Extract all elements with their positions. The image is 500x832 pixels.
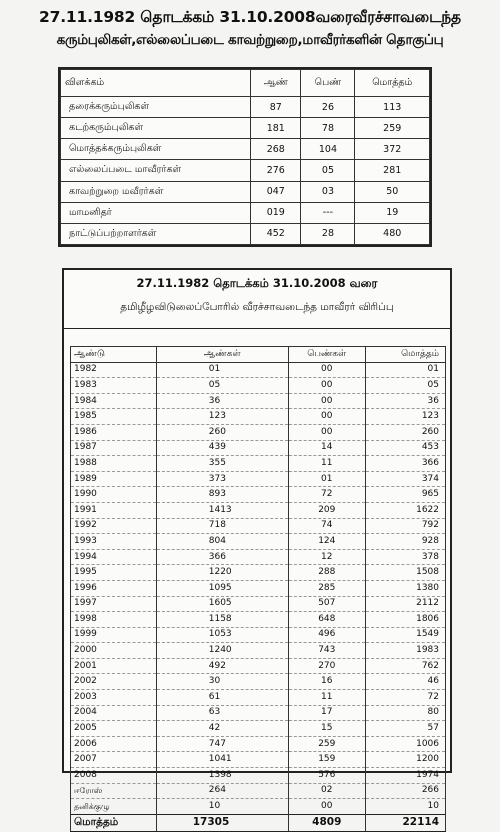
count-cell: 72 — [288, 487, 365, 503]
row-label: கடற்கரும்புலிகள் — [61, 118, 251, 139]
count-cell: 63 — [156, 705, 288, 721]
yearly-table-row — [71, 393, 446, 409]
count-cell: 804 — [156, 534, 288, 550]
count-cell: 36 — [365, 393, 445, 409]
yearly-table-row — [71, 736, 446, 752]
count-cell: 747 — [156, 736, 288, 752]
count-cell: 11 — [288, 456, 365, 472]
row-value: 104 — [301, 139, 355, 160]
summary-table-row — [61, 97, 430, 118]
summary-table-row — [61, 118, 430, 139]
year-cell: 2007 — [71, 752, 157, 768]
year-cell: 2002 — [71, 674, 157, 690]
year-cell: 2001 — [71, 658, 157, 674]
total-label: மொத்தம் — [71, 814, 157, 831]
yearly-table-row — [71, 502, 446, 518]
total-value: 4809 — [288, 814, 365, 831]
count-cell: 718 — [156, 518, 288, 534]
summary-table-header-row — [61, 70, 430, 97]
summary-header-cell: மொத்தம் — [355, 70, 430, 97]
count-cell: 492 — [156, 658, 288, 674]
count-cell: 124 — [288, 534, 365, 550]
year-cell: 2006 — [71, 736, 157, 752]
year-cell: 2005 — [71, 721, 157, 737]
row-value: 03 — [301, 181, 355, 202]
count-cell: 10 — [365, 799, 445, 815]
count-cell: 965 — [365, 487, 445, 503]
row-value: 452 — [251, 223, 301, 244]
yearly-table-row — [71, 752, 446, 768]
summary-table-row — [61, 181, 430, 202]
year-cell: 1999 — [71, 627, 157, 643]
yearly-table-row — [71, 705, 446, 721]
year-cell: 1993 — [71, 534, 157, 550]
row-value: 181 — [251, 118, 301, 139]
row-value: --- — [301, 202, 355, 223]
summary-header-cell: விளக்கம் — [61, 70, 251, 97]
yearly-table-row — [71, 565, 446, 581]
total-value: 22114 — [365, 814, 445, 831]
row-value: 372 — [355, 139, 430, 160]
count-cell: 266 — [365, 783, 445, 799]
yearly-table-row — [71, 658, 446, 674]
count-cell: 792 — [365, 518, 445, 534]
yearly-header-cell: மொத்தம் — [365, 347, 445, 363]
yearly-table-frame — [62, 268, 452, 829]
count-cell: 15 — [288, 721, 365, 737]
row-value: 113 — [355, 97, 430, 118]
year-cell: 1982 — [71, 362, 157, 378]
row-value: 26 — [301, 97, 355, 118]
count-cell: 17 — [288, 705, 365, 721]
summary-table-row — [61, 139, 430, 160]
year-cell: 1994 — [71, 549, 157, 565]
count-cell: 1806 — [365, 612, 445, 628]
count-cell: 05 — [156, 378, 288, 394]
summary-table — [60, 69, 430, 245]
yearly-table-row — [71, 799, 446, 815]
count-cell: 259 — [288, 736, 365, 752]
yearly-table — [70, 346, 446, 832]
total-value: 17305 — [156, 814, 288, 831]
year-cell: 1990 — [71, 487, 157, 503]
yearly-table-row — [71, 596, 446, 612]
row-value: 05 — [301, 160, 355, 181]
yearly-table-row — [71, 409, 446, 425]
count-cell: 159 — [288, 752, 365, 768]
count-cell: 12 — [288, 549, 365, 565]
yearly-table-row — [71, 518, 446, 534]
year-cell: 1988 — [71, 456, 157, 472]
count-cell: 1508 — [365, 565, 445, 581]
yearly-table-row — [71, 612, 446, 628]
count-cell: 61 — [156, 690, 288, 706]
count-cell: 648 — [288, 612, 365, 628]
count-cell: 1041 — [156, 752, 288, 768]
yearly-table-row — [71, 783, 446, 799]
yearly-table-row — [71, 721, 446, 737]
count-cell: 270 — [288, 658, 365, 674]
count-cell: 743 — [288, 643, 365, 659]
count-cell: 762 — [365, 658, 445, 674]
year-cell: 2008 — [71, 768, 157, 784]
count-cell: 74 — [288, 518, 365, 534]
yearly-table-row — [71, 424, 446, 440]
row-label: நாட்டுப்பற்றாளர்கள் — [61, 223, 251, 244]
yearly-table-row — [71, 378, 446, 394]
count-cell: 00 — [288, 424, 365, 440]
count-cell: 576 — [288, 768, 365, 784]
count-cell: 439 — [156, 440, 288, 456]
yearly-header-cell: ஆண்கள் — [156, 347, 288, 363]
yearly-table-row — [71, 487, 446, 503]
count-cell: 42 — [156, 721, 288, 737]
row-label: தரைக்கரும்புலிகள் — [61, 97, 251, 118]
row-label: எல்லைப்படை மாவீரர்கள் — [61, 160, 251, 181]
year-cell: 1996 — [71, 580, 157, 596]
count-cell: 1398 — [156, 768, 288, 784]
yearly-table-row — [71, 643, 446, 659]
yearly-table-row — [71, 674, 446, 690]
count-cell: 507 — [288, 596, 365, 612]
row-value: 281 — [355, 160, 430, 181]
row-value: 78 — [301, 118, 355, 139]
yearly-table-subtitle: தமிழீழவிடுலைப்போரில் வீரச்சாவடைந்த மாவீரர் விரிப்பு — [120, 301, 394, 313]
summary-header-cell: பெண் — [301, 70, 355, 97]
count-cell: 1974 — [365, 768, 445, 784]
count-cell: 00 — [288, 362, 365, 378]
yearly-table-row — [71, 534, 446, 550]
count-cell: 16 — [288, 674, 365, 690]
count-cell: 1549 — [365, 627, 445, 643]
count-cell: 893 — [156, 487, 288, 503]
count-cell: 1413 — [156, 502, 288, 518]
year-cell: 2003 — [71, 690, 157, 706]
count-cell: 288 — [288, 565, 365, 581]
count-cell: 496 — [288, 627, 365, 643]
yearly-table-row — [71, 456, 446, 472]
count-cell: 1158 — [156, 612, 288, 628]
count-cell: 1220 — [156, 565, 288, 581]
year-cell: 1983 — [71, 378, 157, 394]
count-cell: 285 — [288, 580, 365, 596]
count-cell: 00 — [288, 409, 365, 425]
title-divider — [64, 328, 450, 329]
row-label: காவற்றுறை மவீரர்கள் — [61, 181, 251, 202]
yearly-table-row — [71, 627, 446, 643]
yearly-table-row — [71, 580, 446, 596]
count-cell: 10 — [156, 799, 288, 815]
summary-table-row — [61, 202, 430, 223]
count-cell: 46 — [365, 674, 445, 690]
yearly-table-header-row — [71, 347, 446, 363]
year-cell: 1992 — [71, 518, 157, 534]
row-value: 019 — [251, 202, 301, 223]
count-cell: 366 — [365, 456, 445, 472]
count-cell: 1240 — [156, 643, 288, 659]
year-cell: 1995 — [71, 565, 157, 581]
count-cell: 1006 — [365, 736, 445, 752]
count-cell: 57 — [365, 721, 445, 737]
count-cell: 374 — [365, 471, 445, 487]
row-value: 480 — [355, 223, 430, 244]
count-cell: 00 — [288, 378, 365, 394]
count-cell: 80 — [365, 705, 445, 721]
count-cell: 355 — [156, 456, 288, 472]
yearly-table-row — [71, 549, 446, 565]
count-cell: 01 — [288, 471, 365, 487]
row-value: 047 — [251, 181, 301, 202]
yearly-table-title: 27.11.1982 தொடக்கம் 31.10.2008 வரை — [136, 276, 378, 290]
count-cell: 453 — [365, 440, 445, 456]
count-cell: 209 — [288, 502, 365, 518]
summary-table-frame — [58, 67, 432, 247]
year-cell: 1986 — [71, 424, 157, 440]
count-cell: 05 — [365, 378, 445, 394]
count-cell: 30 — [156, 674, 288, 690]
row-value: 259 — [355, 118, 430, 139]
count-cell: 01 — [156, 362, 288, 378]
row-value: 50 — [355, 181, 430, 202]
count-cell: 1200 — [365, 752, 445, 768]
count-cell: 00 — [288, 393, 365, 409]
count-cell: 1983 — [365, 643, 445, 659]
year-cell: ஈரோஸ் — [71, 783, 157, 799]
yearly-header-cell: ஆண்டு — [71, 347, 157, 363]
year-cell: 1991 — [71, 502, 157, 518]
count-cell: 378 — [365, 549, 445, 565]
yearly-table-row — [71, 362, 446, 378]
year-cell: 1997 — [71, 596, 157, 612]
row-value: 276 — [251, 160, 301, 181]
summary-table-row — [61, 160, 430, 181]
count-cell: 366 — [156, 549, 288, 565]
page-heading-line1: 27.11.1982 தொடக்கம் 31.10.2008வரைவீரச்சாவடைந்த — [39, 8, 461, 26]
summary-header-cell: ஆண் — [251, 70, 301, 97]
year-cell: 1984 — [71, 393, 157, 409]
page-heading-line2: கரும்புலிகள்,எல்லைப்படை காவற்றுறை,மாவீரர்களின் தொகுப்பு — [56, 32, 444, 48]
yearly-table-row — [71, 440, 446, 456]
year-cell: 2004 — [71, 705, 157, 721]
row-value: 87 — [251, 97, 301, 118]
yearly-table-total-row — [71, 814, 446, 831]
year-cell: 1998 — [71, 612, 157, 628]
count-cell: 72 — [365, 690, 445, 706]
count-cell: 260 — [365, 424, 445, 440]
row-label: மாமனிதர் — [61, 202, 251, 223]
year-cell: 1987 — [71, 440, 157, 456]
count-cell: 928 — [365, 534, 445, 550]
count-cell: 123 — [365, 409, 445, 425]
count-cell: 1053 — [156, 627, 288, 643]
row-value: 28 — [301, 223, 355, 244]
row-value: 268 — [251, 139, 301, 160]
count-cell: 14 — [288, 440, 365, 456]
count-cell: 123 — [156, 409, 288, 425]
year-cell: 2000 — [71, 643, 157, 659]
count-cell: 36 — [156, 393, 288, 409]
count-cell: 00 — [288, 799, 365, 815]
count-cell: 1380 — [365, 580, 445, 596]
count-cell: 1622 — [365, 502, 445, 518]
row-value: 19 — [355, 202, 430, 223]
count-cell: 02 — [288, 783, 365, 799]
count-cell: 1095 — [156, 580, 288, 596]
yearly-header-cell: பெண்கள் — [288, 347, 365, 363]
count-cell: 373 — [156, 471, 288, 487]
summary-table-row — [61, 223, 430, 244]
year-cell: தனிக்குழு — [71, 799, 157, 815]
row-label: மொத்தக்கரும்புலிகள் — [61, 139, 251, 160]
yearly-table-row — [71, 768, 446, 784]
count-cell: 260 — [156, 424, 288, 440]
count-cell: 11 — [288, 690, 365, 706]
year-cell: 1989 — [71, 471, 157, 487]
count-cell: 1605 — [156, 596, 288, 612]
year-cell: 1985 — [71, 409, 157, 425]
yearly-table-row — [71, 690, 446, 706]
count-cell: 01 — [365, 362, 445, 378]
yearly-table-row — [71, 471, 446, 487]
count-cell: 264 — [156, 783, 288, 799]
count-cell: 2112 — [365, 596, 445, 612]
